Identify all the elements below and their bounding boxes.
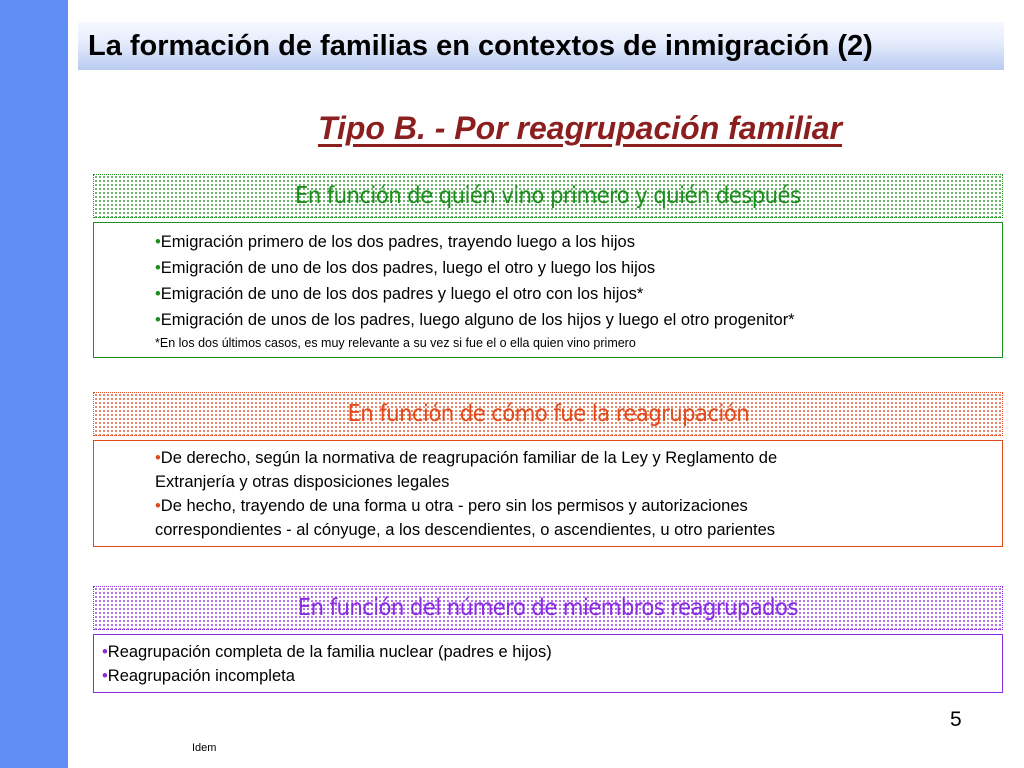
list-item: •Reagrupación completa de la familia nuclear (padres e hijos) [102,643,552,661]
section-heading-text: En función de quién vino primero y quién después [295,183,801,209]
list-item: •Emigración de unos de los padres, luego alguno de los hijos y luego el otro progenitor* [155,311,795,329]
section-heading-text: En función de cómo fue la reagrupación [347,401,749,427]
list-item: •De hecho, trayendo de una forma u otra - pero sin los permisos y autorizaciones [155,497,748,515]
title-bar [78,22,1004,70]
slide-title: La formación de familias en contextos de inmigración (2) [88,30,873,62]
section-note: *En los dos últimos casos, es muy relevante a su vez si fue el o ella quien vino primero [155,336,636,350]
footnote: Idem [192,742,217,754]
list-item: •Emigración primero de los dos padres, trayendo luego a los hijos [155,233,635,251]
section-heading-regrouping-type [93,392,1003,436]
section-heading-text: En función del número de miembros reagrupados [297,595,799,621]
page-number: 5 [950,708,962,731]
list-item: •Reagrupación incompleta [102,667,295,685]
section-content-regrouping-type [93,440,1003,547]
section-content-arrival-order [93,222,1003,358]
slide-subtitle: Tipo B. - Por reagrupación familiar [318,110,842,146]
list-item: •Emigración de uno de los dos padres, luego el otro y luego los hijos [155,259,656,277]
list-item-continuation: correspondientes - al cónyuge, a los descendientes, o ascendientes, u otro parientes [155,521,776,539]
list-item: •De derecho, según la normativa de reagrupación familiar de la Ley y Reglamento de [155,449,778,467]
section-heading-member-count [93,586,1003,630]
section-content-member-count [93,634,1003,693]
list-item: •Emigración de uno de los dos padres y luego el otro con los hijos* [155,285,644,303]
section-heading-arrival-order [93,174,1003,218]
list-item-continuation: Extranjería y otras disposiciones legales [155,473,450,491]
subtitle-container [0,110,1024,147]
